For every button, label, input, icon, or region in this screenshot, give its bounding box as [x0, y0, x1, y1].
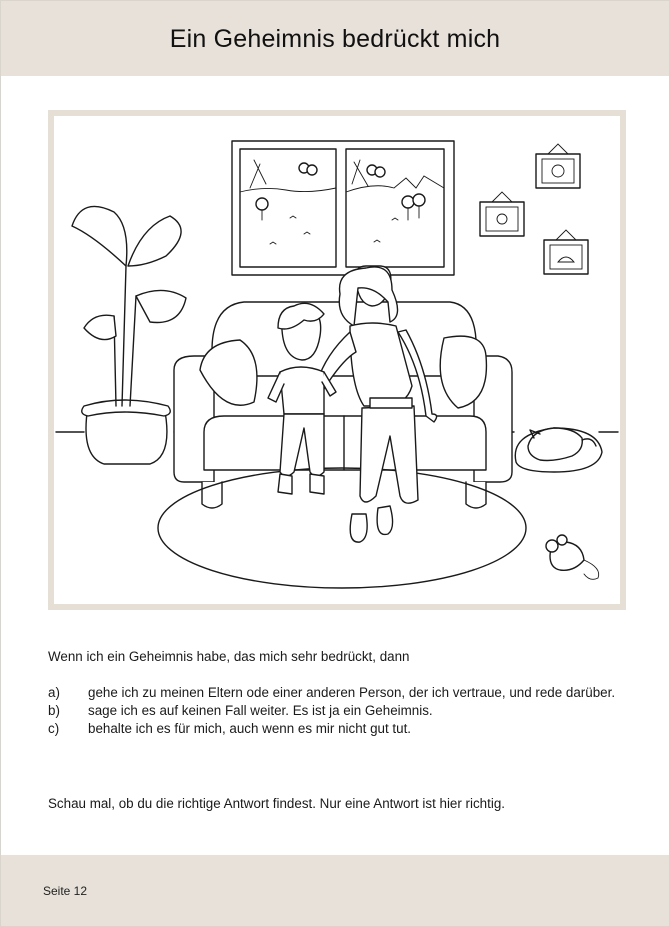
mouse-icon — [546, 535, 599, 579]
illustration-frame — [48, 110, 626, 610]
picture-frame-icon — [480, 144, 588, 274]
header-band — [1, 1, 669, 76]
coloring-illustration — [54, 116, 620, 604]
answer-item-b — [48, 702, 628, 720]
answer-item-c — [48, 720, 628, 738]
answer-letter: c) — [48, 721, 60, 736]
sofa-icon — [174, 302, 512, 508]
answer-list — [48, 684, 628, 738]
question-text: Wenn ich ein Geheimnis habe, das mich sehr bedrückt, dann — [48, 649, 410, 664]
footer-band — [1, 855, 669, 926]
answer-letter: b) — [48, 703, 60, 718]
answer-text: gehe ich zu meinen Eltern ode einer anderen Person, der ich vertraue, und rede darüber. — [88, 685, 616, 700]
instruction-text: Schau mal, ob du die richtige Antwort findest. Nur eine Antwort ist hier richtig. — [48, 796, 505, 811]
page-title: Ein Geheimnis bedrückt mich — [169, 25, 501, 53]
answer-letter: a) — [48, 685, 60, 700]
plant-icon — [72, 206, 186, 464]
page-number: Seite 12 — [43, 884, 88, 898]
window-icon — [232, 141, 454, 275]
sleeping-cat-icon — [515, 428, 602, 472]
answer-text: behalte ich es für mich, auch wenn es mir nicht gut tut. — [88, 721, 412, 736]
answer-item-a — [48, 684, 628, 702]
answer-text: sage ich es auf keinen Fall weiter. Es ist ja ein Geheimnis. — [88, 703, 433, 718]
